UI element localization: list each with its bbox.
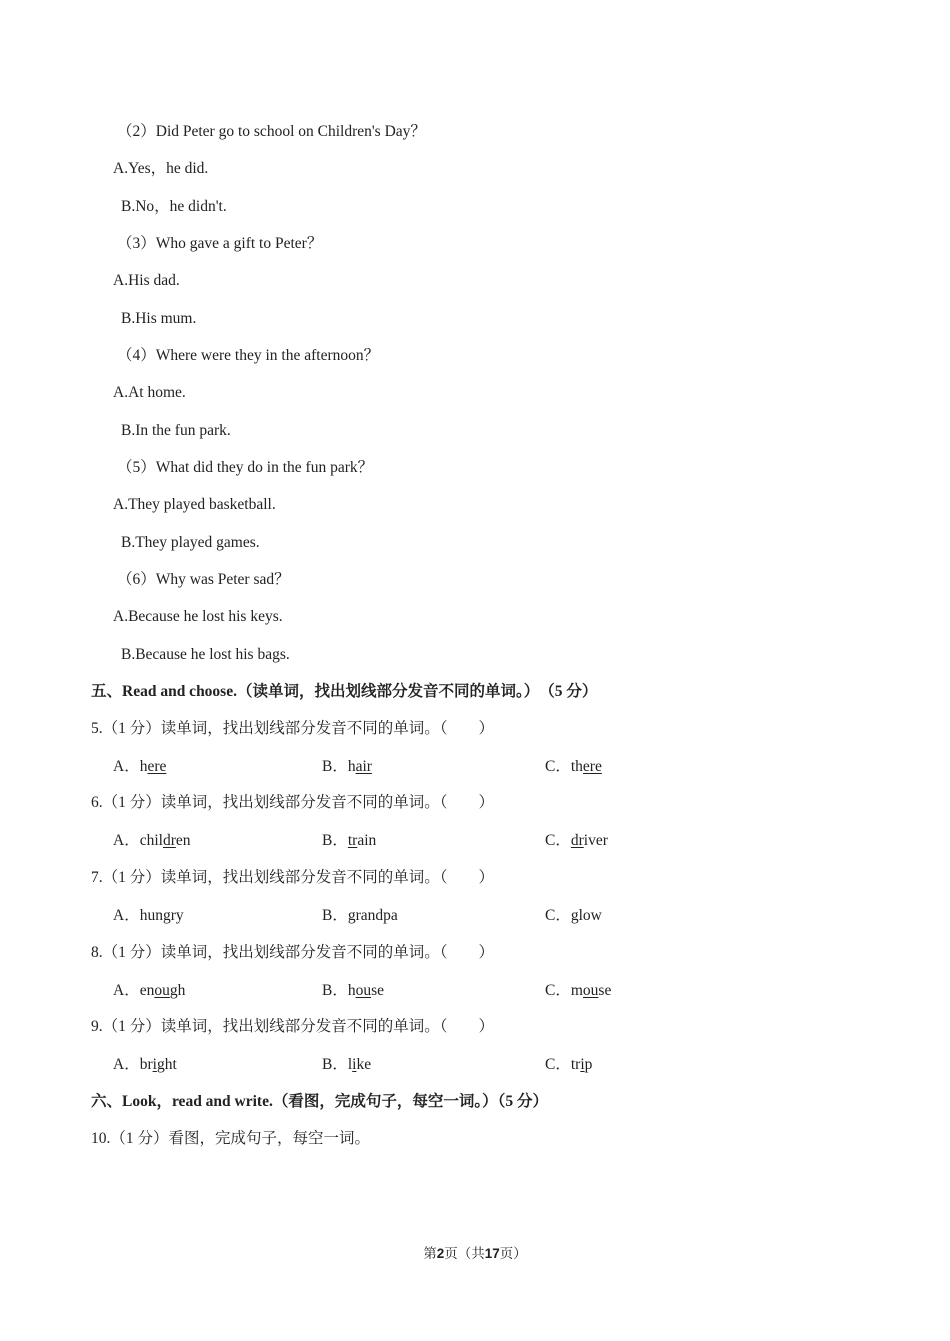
choice-c: C．mouse — [545, 982, 612, 999]
question-4: （4）Where were they in the afternoon？ — [117, 347, 380, 364]
choice-b: B．like — [322, 1056, 372, 1073]
section-5-heading: 五、Read and choose.（读单词，找出划线部分发音不同的单词。） （5 分） — [91, 683, 598, 700]
option-b: B.Because he lost his bags. — [121, 646, 290, 663]
question-6: （6）Why was Peter sad？ — [117, 571, 290, 588]
question-stem: 8.（1 分）读单词，找出划线部分发音不同的单词。（ ） — [91, 944, 495, 961]
option-a: A.They played basketball. — [113, 496, 276, 513]
choice-a: A．enough — [113, 982, 186, 999]
choice-b: B．hair — [322, 758, 372, 775]
choice-c: C．driver — [545, 832, 608, 849]
question-2: （2）Did Peter go to school on Children's Day？ — [117, 123, 426, 140]
choice-b: B．house — [322, 982, 385, 999]
question-stem: 7.（1 分）读单词，找出划线部分发音不同的单词。（ ） — [91, 869, 495, 886]
choice-c: C．trip — [545, 1056, 593, 1073]
question-stem: 9.（1 分）读单词，找出划线部分发音不同的单词。（ ） — [91, 1018, 495, 1035]
question-10-stem: 10.（1 分）看图，完成句子，每空一词。 — [91, 1130, 371, 1147]
question-3: （3）Who gave a gift to Peter？ — [117, 235, 323, 252]
option-b: B.No，he didn't. — [121, 198, 227, 215]
question-stem: 5.（1 分）读单词，找出划线部分发音不同的单词。（ ） — [91, 720, 495, 737]
question-5: （5）What did they do in the fun park？ — [117, 459, 374, 476]
choice-a: A．hungry — [113, 907, 184, 924]
option-a: A.At home. — [113, 384, 186, 401]
choice-a: A．here — [113, 758, 167, 775]
option-a: A.Yes，he did. — [113, 160, 209, 177]
option-a: A.Because he lost his keys. — [113, 608, 283, 625]
choice-c: C．there — [545, 758, 602, 775]
section-6-heading: 六、Look，read and write.（看图，完成句子，每空一词。）（5 分） — [91, 1093, 548, 1110]
choice-b: B．train — [322, 832, 377, 849]
choice-a: A．children — [113, 832, 191, 849]
question-stem: 6.（1 分）读单词，找出划线部分发音不同的单词。（ ） — [91, 794, 495, 811]
option-b: B.In the fun park. — [121, 422, 231, 439]
option-a: A.His dad. — [113, 272, 180, 289]
option-b: B.His mum. — [121, 310, 197, 327]
option-b: B.They played games. — [121, 534, 260, 551]
page-footer: 第2页（共17页） — [423, 1246, 527, 1261]
choice-c: C．glow — [545, 907, 602, 924]
choice-b: B．grandpa — [322, 907, 398, 924]
choice-a: A．bright — [113, 1056, 177, 1073]
